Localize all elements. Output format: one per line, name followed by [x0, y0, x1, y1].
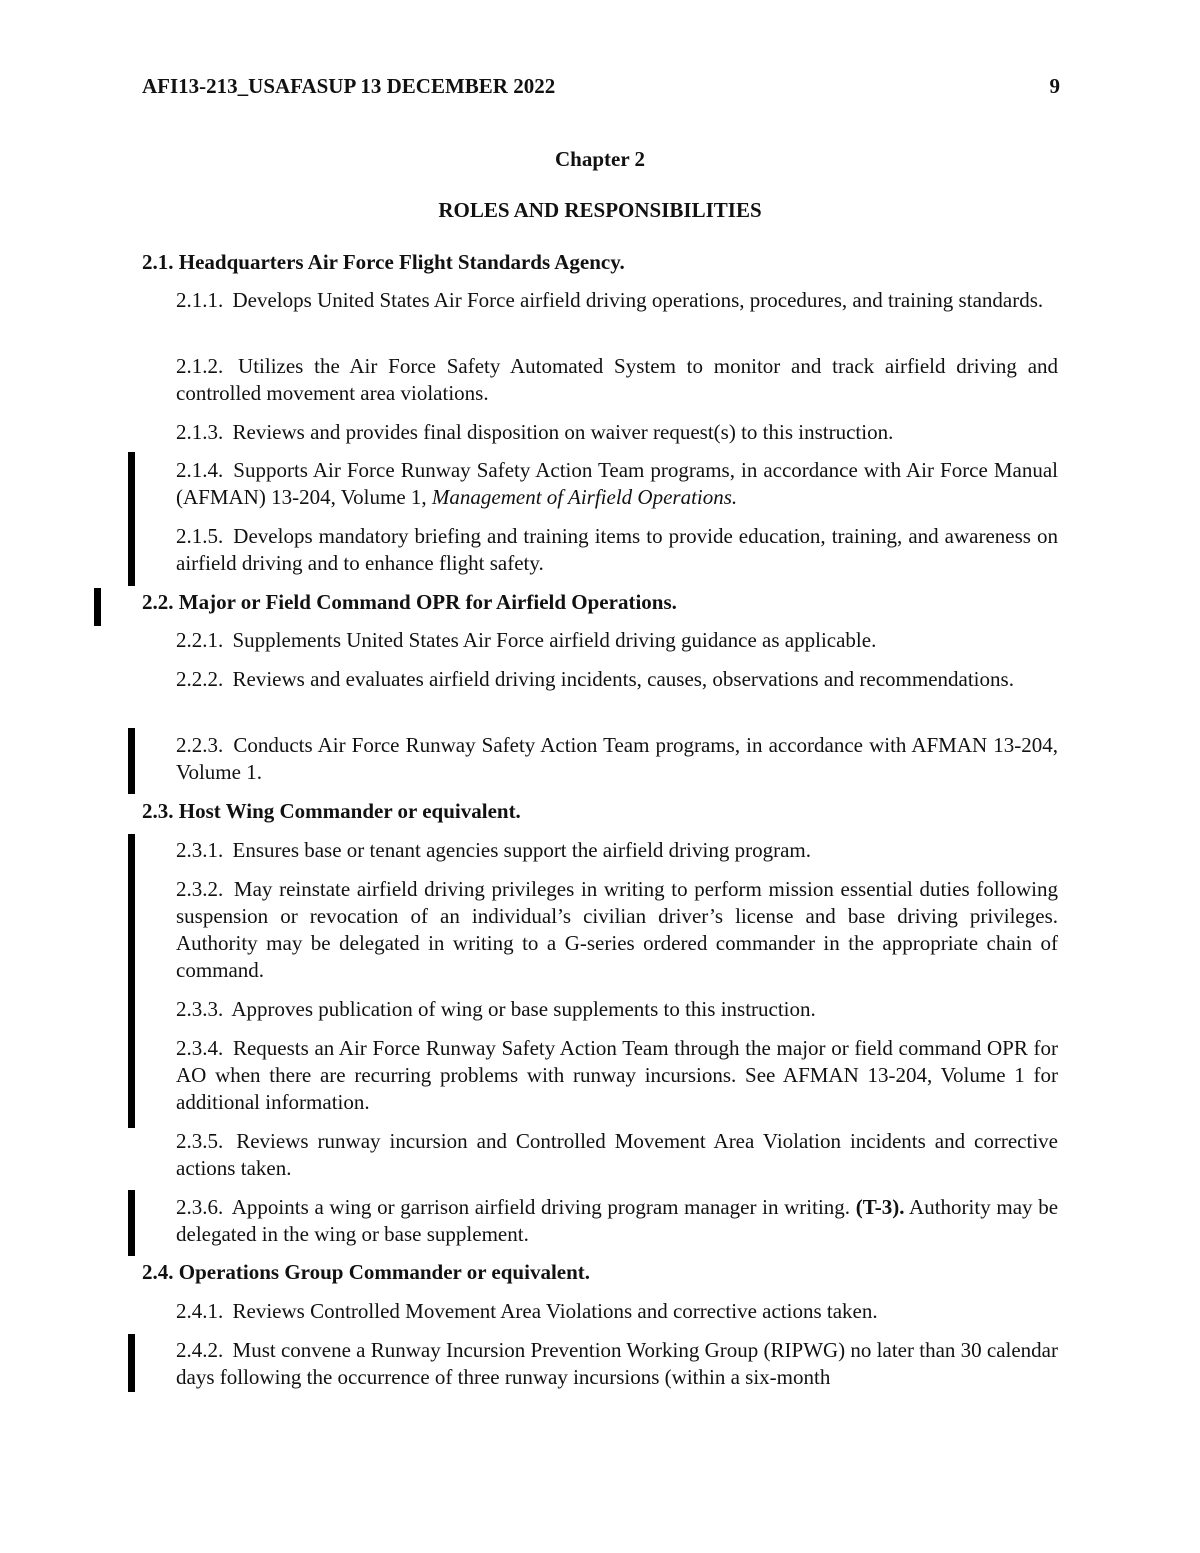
paragraph-number: 2.3.5. [176, 1129, 224, 1153]
chapter-subtitle: ROLES AND RESPONSIBILITIES [438, 198, 762, 222]
paragraph-number: 2.3.1. [176, 838, 224, 862]
paragraph-2-1-2 [176, 353, 1058, 407]
paragraph-text: Reviews and evaluates airfield driving incidents, causes, observations and recommendations. [232, 667, 1014, 691]
section-heading-2-2: 2.2. Major or Field Command OPR for Airfield Operations. [142, 590, 677, 614]
paragraph-text: Supports Air Force Runway Safety Action Team programs, in accordance with Air Force Manual (AFMAN) 13-204, Volume 1, [176, 458, 1059, 509]
section-heading-2-3: 2.3. Host Wing Commander or equivalent. [142, 799, 521, 823]
paragraph-2-2-2 [176, 666, 1058, 693]
page-header [142, 74, 1060, 99]
paragraph-text: Reviews runway incursion and Controlled Movement Area Violation incidents and corrective actions taken. [176, 1129, 1058, 1180]
publication-title: Management of Airfield Operations. [431, 485, 738, 509]
paragraph-text: Conducts Air Force Runway Safety Action Team programs, in accordance with AFMAN 13-204, Volume 1. [176, 733, 1059, 784]
paragraph-2-3-4 [176, 1035, 1058, 1116]
paragraph-number: 2.1.3. [176, 420, 224, 444]
paragraph-2-1-3 [176, 419, 1058, 446]
paragraph-text: Appoints a wing or garrison airfield driving program manager in writing. [231, 1195, 851, 1219]
section-heading-2-4: 2.4. Operations Group Commander or equivalent. [142, 1260, 591, 1284]
paragraph-text: Approves publication of wing or base supplements to this instruction. [231, 997, 816, 1021]
paragraph-number: 2.3.3. [176, 997, 224, 1021]
paragraph-2-3-3 [176, 996, 1058, 1023]
paragraph-text: Develops mandatory briefing and training items to provide education, training, and awareness on airfield driving and to enhance flight safety. [176, 524, 1058, 575]
paragraph-number: 2.4.1. [176, 1299, 224, 1323]
paragraph-number: 2.2.3. [176, 733, 224, 757]
paragraph-2-4-1 [176, 1298, 1058, 1325]
paragraph-number: 2.1.5. [176, 524, 224, 548]
paragraph-number: 2.1.1. [176, 288, 224, 312]
paragraph-text: Ensures base or tenant agencies support the airfield driving program. [232, 838, 811, 862]
change-bar [128, 728, 135, 794]
chapter-title: Chapter 2 [554, 147, 646, 171]
change-bar [128, 1190, 135, 1256]
tier-waiver-label: (T-3). [855, 1195, 905, 1219]
change-bar [128, 452, 135, 586]
section-heading-2-1: 2.1. Headquarters Air Force Flight Standards Agency. [142, 250, 625, 274]
paragraph-2-2-3 [176, 732, 1058, 786]
paragraph-2-4-2 [176, 1337, 1058, 1391]
paragraph-2-1-5 [176, 523, 1058, 577]
paragraph-2-3-2 [176, 876, 1058, 984]
change-bar [94, 588, 101, 626]
paragraph-number: 2.1.4. [176, 458, 224, 482]
paragraph-2-1-1 [176, 287, 1058, 314]
change-bar [128, 834, 135, 1128]
paragraph-number: 2.2.1. [176, 628, 224, 652]
change-bar [128, 1334, 135, 1392]
paragraph-2-3-5 [176, 1128, 1058, 1182]
paragraph-number: 2.1.2. [176, 354, 224, 378]
paragraph-number: 2.3.4. [176, 1036, 224, 1060]
paragraph-text: Must convene a Runway Incursion Prevention Working Group (RIPWG) no later than 30 calendar days following the occurrence of three runway incursions (within a six-month [176, 1338, 1059, 1389]
paragraph-text: May reinstate airfield driving privileges in writing to perform mission essential duties following suspension or revocation of an individual’s civilian driver’s license and base driving privileges. Authority may be delegated in writing to a G-series ordered commander in the appropriate chain of command. [176, 877, 1059, 982]
paragraph-number: 2.4.2. [176, 1338, 224, 1362]
paragraph-2-2-1 [176, 627, 1058, 654]
paragraph-number: 2.3.2. [176, 877, 224, 901]
paragraph-text: Requests an Air Force Runway Safety Action Team through the major or field command OPR for AO when there are recurring problems with runway incursions. See AFMAN 13-204, Volume 1 for additional information. [176, 1036, 1059, 1114]
paragraph-2-3-6 [176, 1194, 1058, 1248]
paragraph-number: 2.3.6. [176, 1195, 224, 1219]
paragraph-number: 2.2.2. [176, 667, 224, 691]
paragraph-text: Develops United States Air Force airfield driving operations, procedures, and training standards. [232, 288, 1044, 312]
paragraph-text: Reviews and provides final disposition on waiver request(s) to this instruction. [232, 420, 894, 444]
paragraph-text: Utilizes the Air Force Safety Automated System to monitor and track airfield driving and controlled movement area violations. [176, 354, 1059, 405]
page-number: 9 [1049, 74, 1060, 98]
document-id: AFI13-213_USAFASUP 13 DECEMBER 2022 [142, 74, 556, 98]
paragraph-text: Reviews Controlled Movement Area Violations and corrective actions taken. [232, 1299, 878, 1323]
paragraph-text: Supplements United States Air Force airfield driving guidance as applicable. [232, 628, 877, 652]
paragraph-text-continued: Authority may be delegated in the wing or base supplement. [176, 1195, 1059, 1246]
paragraph-2-3-1 [176, 837, 1058, 864]
paragraph-2-1-4 [176, 457, 1058, 511]
